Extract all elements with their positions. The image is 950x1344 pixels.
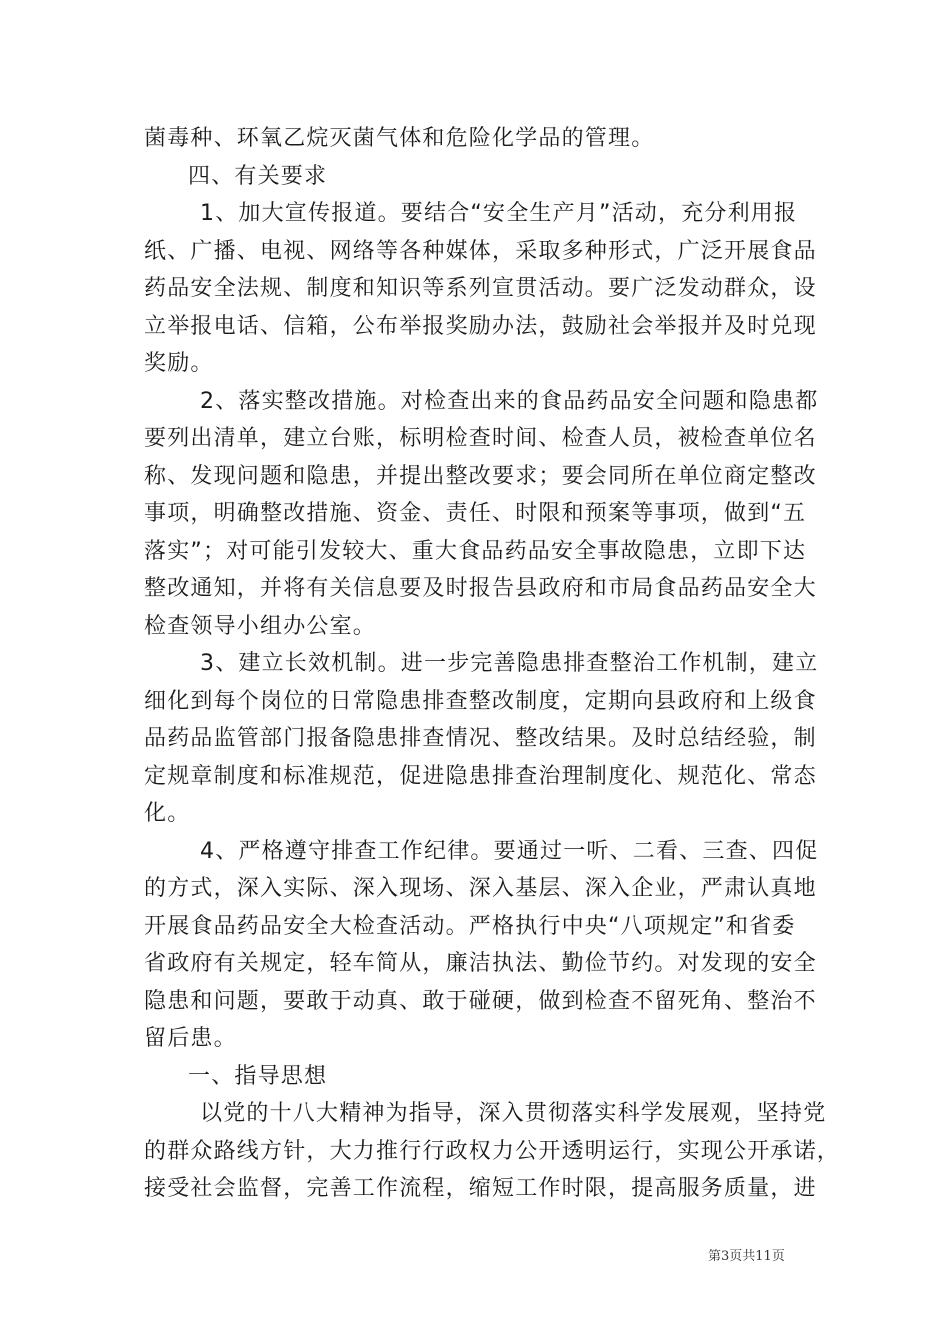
text-line: 立举报电话、信箱，公布举报奖励办法，鼓励社会举报并及时兑现 (144, 314, 817, 339)
text-line: 细化到每个岗位的日常隐患排查整改制度，定期向县政府和上级食 (144, 689, 817, 714)
text-line: 药品安全法规、制度和知识等系列宣贯活动。要广泛发动群众，设 (144, 276, 817, 301)
text-line: 2、落实整改措施。对检查出来的食品药品安全问题和隐患都 (200, 389, 819, 414)
text-line: 开展食品药品安全大检查活动。严格执行中央“八项规定”和省委 (144, 914, 796, 939)
text-line: 3、建立长效机制。进一步完善隐患排查整治工作机制，建立 (200, 651, 819, 676)
text-line: 1、加大宣传报道。要结合“安全生产月”活动，充分利用报 (200, 201, 798, 226)
text-line: 奖励。 (144, 351, 214, 376)
text-line: 落实”；对可能引发较大、重大食品药品安全事故隐患，立即下达 (144, 539, 807, 564)
text-line: 接受社会监督，完善工作流程，缩短工作时限，提高服务质量，进 (144, 1176, 817, 1201)
text-line: 整改通知，并将有关信息要及时报告县政府和市局食品药品安全大 (144, 576, 817, 601)
text-line: 以党的十八大精神为指导，深入贯彻落实科学发展观，坚持党 (200, 1101, 827, 1126)
text-line: 化。 (144, 801, 191, 826)
text-line: 检查领导小组办公室。 (144, 614, 377, 639)
text-line: 纸、广播、电视、网络等各种媒体，采取多种形式，广泛开展食品 (144, 239, 817, 264)
text-line: 称、发现问题和隐患，并提出整改要求；要会同所在单位商定整改 (144, 464, 817, 489)
text-line: 的方式，深入实际、深入现场、深入基层、深入企业，严肃认真地 (144, 876, 817, 901)
section-heading: 一、指导思想 (188, 1064, 328, 1089)
text-line: 事项，明确整改措施、资金、责任、时限和预案等事项，做到“五 (144, 501, 807, 526)
text-line: 留后患。 (144, 1026, 237, 1051)
text-line: 菌毒种、环氧乙烷灭菌气体和危险化学品的管理。 (144, 126, 655, 151)
text-line: 定规章制度和标准规范，促进隐患排查治理制度化、规范化、常态 (144, 764, 817, 789)
text-line: 隐患和问题，要敢于动真、敢于碰硬，做到检查不留死角、整治不 (144, 989, 817, 1014)
text-line: 4、严格遵守排查工作纪律。要通过一听、二看、三查、四促 (200, 839, 819, 864)
section-heading: 四、有关要求 (188, 164, 328, 189)
text-line: 的群众路线方针，大力推行行政权力公开透明运行，实现公开承诺， (144, 1139, 841, 1164)
text-line: 省政府有关规定，轻车简从，廉洁执法、勤俭节约。对发现的安全 (144, 951, 817, 976)
text-line: 品药品监管部门报备隐患排查情况、整改结果。及时总结经验，制 (144, 726, 817, 751)
page-number: 第3页共11页 (708, 1249, 785, 1264)
text-line: 要列出清单，建立台账，标明检查时间、检查人员，被检查单位名 (144, 426, 817, 451)
